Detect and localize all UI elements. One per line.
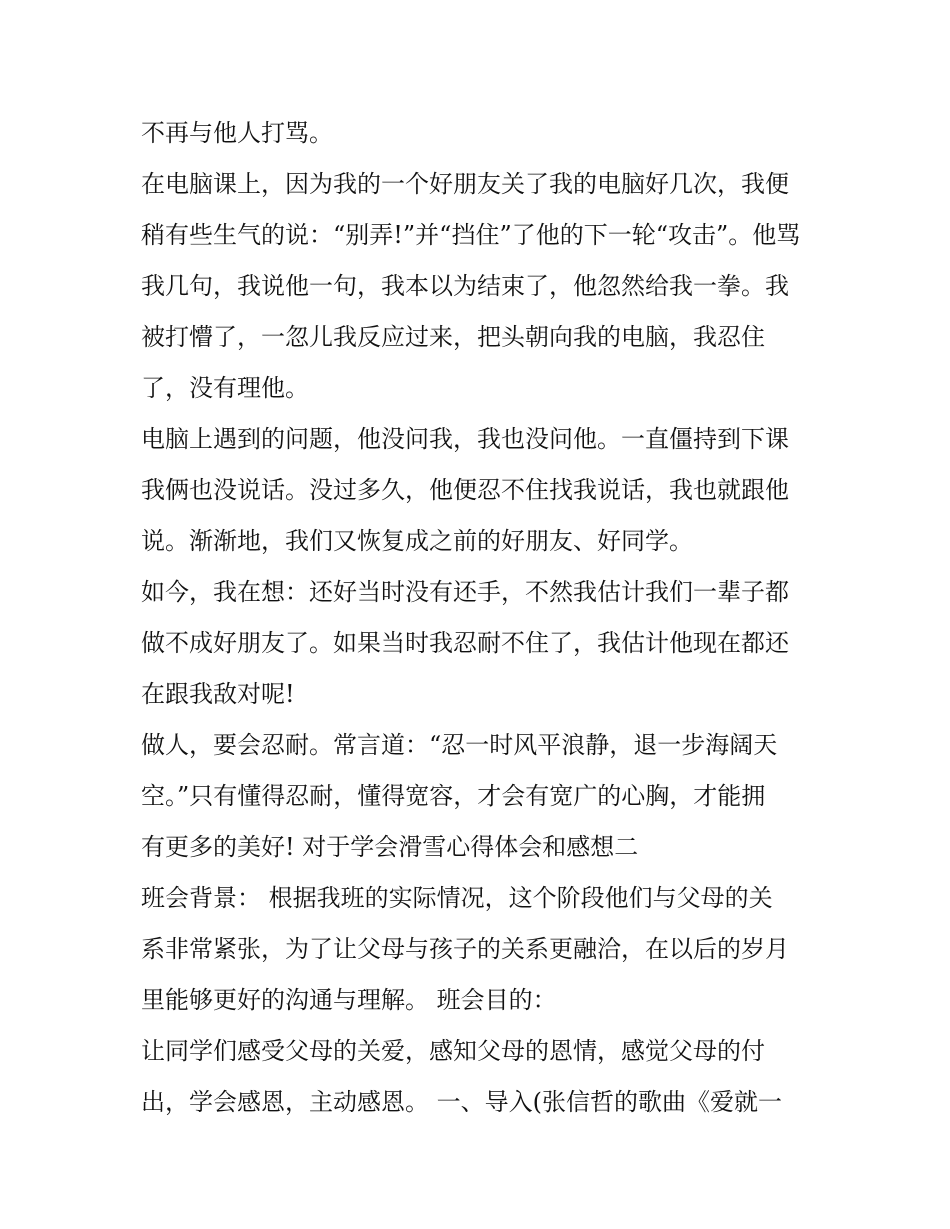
text-line: 如今，我在想：还好当时没有还手，不然我估计我们一辈子都 — [141, 578, 789, 606]
text-line: 做不成好朋友了。如果当时我忍耐不住了，我估计他现在都还 — [141, 629, 789, 657]
text-line: 说。渐渐地，我们又恢复成之前的好朋友、好同学。 — [141, 527, 693, 555]
text-line: 被打懵了，一忽儿我反应过来，把头朝向我的电脑，我忍住 — [141, 323, 765, 351]
text-line: 在跟我敌对呢! — [141, 680, 295, 708]
text-line: 稍有些生气的说：“别弄!”并“挡住”了他的下一轮“攻击”。他骂 — [141, 221, 801, 249]
text-line: 了，没有理他。 — [141, 374, 309, 402]
text-line: 系非常紧张，为了让父母与孩子的关系更融洽，在以后的岁月 — [141, 935, 789, 963]
text-line: 班会背景： 根据我班的实际情况，这个阶段他们与父母的关 — [141, 884, 773, 912]
text-line: 让同学们感受父母的关爱，感知父母的恩情，感觉父母的付 — [141, 1037, 765, 1065]
text-line: 我俩也没说话。没过多久，他便忍不住找我说话，我也就跟他 — [141, 476, 789, 504]
text-line: 不再与他人打骂。 — [141, 119, 333, 147]
text-line: 里能够更好的沟通与理解。 班会目的： — [141, 986, 557, 1014]
text-line: 做人，要会忍耐。常言道：“忍一时风平浪静，退一步海阔天 — [141, 731, 778, 759]
text-line: 有更多的美好! 对于学会滑雪心得体会和感想二 — [141, 833, 639, 861]
text-line: 出，学会感恩，主动感恩。 一、导入(张信哲的歌曲《爱就一 — [141, 1088, 782, 1116]
text-line: 在电脑课上，因为我的一个好朋友关了我的电脑好几次，我便 — [141, 170, 789, 198]
text-line: 电脑上遇到的问题，他没问我，我也没问他。一直僵持到下课 — [141, 425, 789, 453]
document-body — [141, 108, 821, 1128]
text-line: 我几句，我说他一句，我本以为结束了，他忽然给我一拳。我 — [141, 272, 789, 300]
text-line: 空。”只有懂得忍耐，懂得宽容，才会有宽广的心胸，才能拥 — [141, 782, 766, 810]
